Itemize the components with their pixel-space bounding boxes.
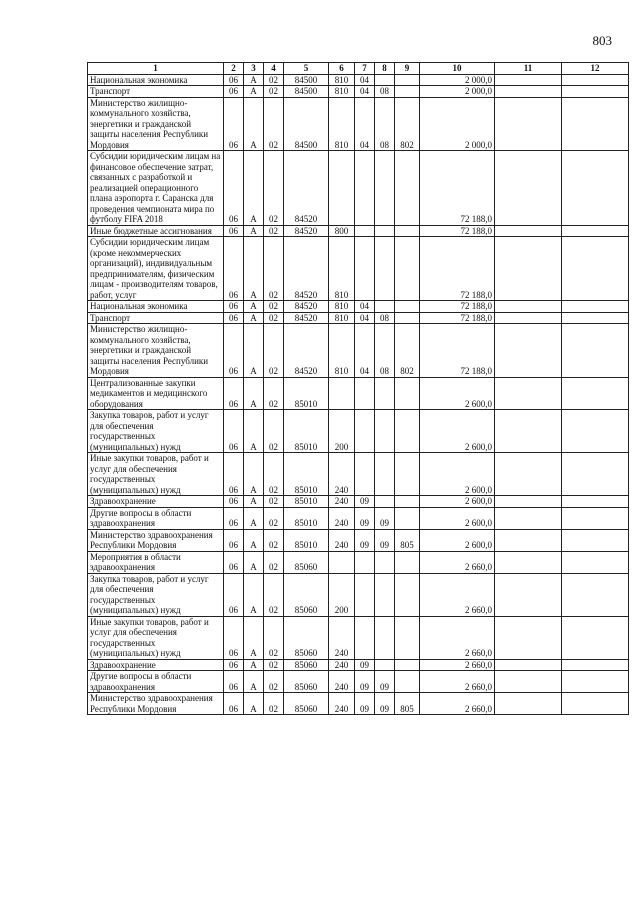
code-cell: 06	[224, 616, 244, 659]
code-cell: А	[244, 616, 264, 659]
code-cell	[355, 377, 375, 410]
code-cell: А	[244, 573, 264, 616]
row-name-cell: Министерство жилищно-коммунального хозяйства, энергетики и гражданской защиты населения Республики Мордовия	[88, 97, 224, 151]
code-cell: А	[244, 693, 264, 715]
code-cell: 06	[224, 225, 244, 237]
code-cell	[395, 74, 420, 86]
amount-cell	[562, 573, 629, 616]
code-cell: 02	[264, 496, 284, 508]
row-name-cell: Мероприятия в области здравоохранения	[88, 551, 224, 573]
code-cell	[375, 573, 395, 616]
table-row	[88, 301, 629, 313]
amount-cell: 2 660,0	[420, 551, 495, 573]
code-cell: А	[244, 74, 264, 86]
amount-cell: 2 600,0	[420, 410, 495, 453]
code-cell: 06	[224, 237, 244, 301]
code-cell: 08	[375, 312, 395, 324]
code-cell	[329, 151, 355, 226]
table-row	[88, 225, 629, 237]
code-cell	[329, 551, 355, 573]
row-name-cell: Централизованные закупки медикаментов и медицинского оборудования	[88, 377, 224, 410]
code-cell: А	[244, 551, 264, 573]
code-cell	[355, 453, 375, 496]
code-cell: А	[244, 86, 264, 98]
header-cell: 12	[562, 63, 629, 75]
code-cell: 02	[264, 312, 284, 324]
code-cell: 09	[375, 507, 395, 529]
amount-cell	[562, 496, 629, 508]
amount-cell: 2 600,0	[420, 453, 495, 496]
code-cell: 84500	[284, 74, 329, 86]
code-cell	[395, 659, 420, 671]
code-cell: 240	[329, 693, 355, 715]
code-cell: А	[244, 151, 264, 226]
code-cell: 84520	[284, 301, 329, 313]
code-cell	[395, 507, 420, 529]
code-cell: 06	[224, 74, 244, 86]
code-cell: 04	[355, 324, 375, 378]
code-cell: 84520	[284, 225, 329, 237]
table-row	[88, 529, 629, 551]
code-cell: 240	[329, 659, 355, 671]
code-cell: 06	[224, 324, 244, 378]
row-name-cell: Другие вопросы в области здравоохранения	[88, 671, 224, 693]
code-cell: 06	[224, 377, 244, 410]
code-cell	[375, 496, 395, 508]
amount-cell	[495, 151, 562, 226]
code-cell: 02	[264, 410, 284, 453]
row-name-cell: Иные закупки товаров, работ и услуг для обеспечения государственных (муниципальных) нужд	[88, 616, 224, 659]
code-cell: А	[244, 301, 264, 313]
amount-cell	[562, 97, 629, 151]
code-cell: 85060	[284, 671, 329, 693]
code-cell: 09	[375, 671, 395, 693]
table-row	[88, 573, 629, 616]
code-cell: А	[244, 671, 264, 693]
code-cell: 800	[329, 225, 355, 237]
amount-cell	[562, 301, 629, 313]
code-cell: 85010	[284, 377, 329, 410]
code-cell: 85060	[284, 659, 329, 671]
code-cell: 06	[224, 659, 244, 671]
code-cell: 09	[375, 693, 395, 715]
code-cell	[395, 312, 420, 324]
code-cell: 08	[375, 324, 395, 378]
code-cell	[355, 616, 375, 659]
amount-cell	[495, 671, 562, 693]
amount-cell	[495, 529, 562, 551]
code-cell: 85060	[284, 551, 329, 573]
code-cell: А	[244, 312, 264, 324]
amount-cell	[562, 671, 629, 693]
code-cell: 02	[264, 74, 284, 86]
code-cell: 802	[395, 97, 420, 151]
code-cell: 240	[329, 671, 355, 693]
amount-cell	[495, 496, 562, 508]
amount-cell: 72 188,0	[420, 237, 495, 301]
code-cell	[375, 410, 395, 453]
code-cell: 02	[264, 151, 284, 226]
code-cell: 02	[264, 324, 284, 378]
code-cell: 02	[264, 551, 284, 573]
amount-cell	[562, 410, 629, 453]
amount-cell: 2 660,0	[420, 616, 495, 659]
row-name-cell: Закупка товаров, работ и услуг для обеспечения государственных (муниципальных) нужд	[88, 410, 224, 453]
code-cell	[395, 551, 420, 573]
header-row	[88, 63, 629, 75]
code-cell	[375, 616, 395, 659]
code-cell: 200	[329, 410, 355, 453]
code-cell	[395, 496, 420, 508]
code-cell: 06	[224, 97, 244, 151]
table-row	[88, 693, 629, 715]
code-cell: 810	[329, 324, 355, 378]
code-cell: А	[244, 324, 264, 378]
code-cell: А	[244, 410, 264, 453]
amount-cell	[495, 74, 562, 86]
code-cell: 06	[224, 573, 244, 616]
code-cell: 84500	[284, 86, 329, 98]
code-cell: 84520	[284, 312, 329, 324]
code-cell	[395, 616, 420, 659]
code-cell: 240	[329, 507, 355, 529]
row-name-cell: Субсидии юридическим лицам (кроме некоммерческих организаций), индивидуальным предпринимателям, физическим лицам - производителям товаров, работ, услуг	[88, 237, 224, 301]
row-name-cell: Иные закупки товаров, работ и услуг для обеспечения государственных (муниципальных) нужд	[88, 453, 224, 496]
code-cell: А	[244, 377, 264, 410]
code-cell: 84520	[284, 237, 329, 301]
code-cell: 240	[329, 616, 355, 659]
amount-cell	[562, 74, 629, 86]
header-cell: 11	[495, 63, 562, 75]
amount-cell	[495, 324, 562, 378]
table-row	[88, 97, 629, 151]
amount-cell	[495, 301, 562, 313]
row-name-cell: Другие вопросы в области здравоохранения	[88, 507, 224, 529]
code-cell	[355, 410, 375, 453]
amount-cell	[495, 377, 562, 410]
code-cell: 06	[224, 693, 244, 715]
table-row	[88, 74, 629, 86]
header-cell: 1	[88, 63, 224, 75]
code-cell: 85010	[284, 410, 329, 453]
code-cell	[375, 225, 395, 237]
code-cell	[355, 551, 375, 573]
code-cell: А	[244, 659, 264, 671]
amount-cell: 2 660,0	[420, 573, 495, 616]
code-cell	[355, 151, 375, 226]
code-cell: 08	[375, 86, 395, 98]
row-name-cell: Министерство жилищно-коммунального хозяйства, энергетики и гражданской защиты населения Республики Мордовия	[88, 324, 224, 378]
code-cell	[375, 151, 395, 226]
code-cell: 810	[329, 312, 355, 324]
code-cell	[329, 377, 355, 410]
code-cell: 08	[375, 97, 395, 151]
code-cell	[355, 225, 375, 237]
amount-cell	[495, 693, 562, 715]
code-cell: 04	[355, 301, 375, 313]
amount-cell	[562, 507, 629, 529]
code-cell: 02	[264, 301, 284, 313]
table-row	[88, 237, 629, 301]
code-cell: 06	[224, 151, 244, 226]
code-cell: 02	[264, 659, 284, 671]
code-cell: 02	[264, 237, 284, 301]
code-cell: 06	[224, 410, 244, 453]
code-cell: 02	[264, 453, 284, 496]
table-body	[88, 74, 629, 715]
code-cell: 06	[224, 671, 244, 693]
code-cell: 85060	[284, 573, 329, 616]
amount-cell: 2 000,0	[420, 74, 495, 86]
table-row	[88, 410, 629, 453]
amount-cell	[495, 573, 562, 616]
code-cell: 85060	[284, 693, 329, 715]
amount-cell	[495, 507, 562, 529]
amount-cell	[562, 551, 629, 573]
code-cell: 805	[395, 529, 420, 551]
amount-cell	[562, 529, 629, 551]
code-cell: А	[244, 237, 264, 301]
row-name-cell: Здравоохранение	[88, 496, 224, 508]
amount-cell: 2 600,0	[420, 496, 495, 508]
code-cell: 09	[355, 693, 375, 715]
code-cell: 02	[264, 573, 284, 616]
code-cell	[395, 237, 420, 301]
code-cell	[375, 551, 395, 573]
code-cell: 06	[224, 496, 244, 508]
code-cell: А	[244, 496, 264, 508]
code-cell: А	[244, 97, 264, 151]
code-cell	[395, 671, 420, 693]
amount-cell	[562, 693, 629, 715]
table-row	[88, 507, 629, 529]
amount-cell: 72 188,0	[420, 225, 495, 237]
amount-cell: 2 660,0	[420, 693, 495, 715]
code-cell	[375, 237, 395, 301]
amount-cell: 72 188,0	[420, 324, 495, 378]
amount-cell	[562, 312, 629, 324]
table-row	[88, 616, 629, 659]
code-cell	[395, 151, 420, 226]
table-row	[88, 312, 629, 324]
code-cell: 85010	[284, 507, 329, 529]
code-cell	[395, 453, 420, 496]
code-cell: 09	[355, 659, 375, 671]
table-row	[88, 453, 629, 496]
row-name-cell: Министерство здравоохранения Республики Мордовия	[88, 529, 224, 551]
amount-cell	[495, 551, 562, 573]
amount-cell	[562, 616, 629, 659]
amount-cell	[562, 659, 629, 671]
amount-cell: 2 000,0	[420, 86, 495, 98]
page-number: 803	[592, 33, 612, 48]
code-cell: 06	[224, 507, 244, 529]
code-cell: 06	[224, 453, 244, 496]
code-cell	[395, 377, 420, 410]
code-cell: 02	[264, 671, 284, 693]
amount-cell	[495, 97, 562, 151]
code-cell: 85060	[284, 616, 329, 659]
amount-cell: 2 660,0	[420, 659, 495, 671]
code-cell	[355, 237, 375, 301]
amount-cell: 2 600,0	[420, 507, 495, 529]
code-cell	[395, 410, 420, 453]
code-cell: 240	[329, 496, 355, 508]
amount-cell: 2 000,0	[420, 97, 495, 151]
code-cell: 06	[224, 551, 244, 573]
amount-cell	[562, 377, 629, 410]
code-cell: 200	[329, 573, 355, 616]
code-cell	[395, 225, 420, 237]
code-cell: 09	[375, 529, 395, 551]
row-name-cell: Национальная экономика	[88, 301, 224, 313]
code-cell: 810	[329, 86, 355, 98]
code-cell: 02	[264, 616, 284, 659]
code-cell: 06	[224, 312, 244, 324]
code-cell	[395, 86, 420, 98]
code-cell: А	[244, 453, 264, 496]
code-cell: 84500	[284, 97, 329, 151]
code-cell: 02	[264, 507, 284, 529]
header-cell: 10	[420, 63, 495, 75]
amount-cell: 2 600,0	[420, 377, 495, 410]
code-cell: 06	[224, 301, 244, 313]
amount-cell	[495, 659, 562, 671]
code-cell	[375, 301, 395, 313]
header-cell: 5	[284, 63, 329, 75]
amount-cell	[562, 324, 629, 378]
code-cell: 805	[395, 693, 420, 715]
amount-cell	[495, 453, 562, 496]
budget-table	[87, 62, 629, 715]
table-row	[88, 86, 629, 98]
amount-cell	[495, 237, 562, 301]
table-row	[88, 671, 629, 693]
header-cell: 6	[329, 63, 355, 75]
row-name-cell: Иные бюджетные ассигнования	[88, 225, 224, 237]
code-cell: 85010	[284, 453, 329, 496]
amount-cell	[562, 453, 629, 496]
code-cell	[395, 301, 420, 313]
amount-cell	[495, 410, 562, 453]
code-cell: 85010	[284, 496, 329, 508]
amount-cell: 2 600,0	[420, 529, 495, 551]
code-cell: А	[244, 507, 264, 529]
code-cell: 09	[355, 671, 375, 693]
row-name-cell: Субсидии юридическим лицам на финансовое обеспечение затрат, связанных с разработкой и реализацией операционного плана аэропорта г. Саранска для проведения чемпионата мира по футболу FIFA 2018	[88, 151, 224, 226]
amount-cell	[495, 312, 562, 324]
code-cell: 810	[329, 97, 355, 151]
code-cell: 04	[355, 312, 375, 324]
amount-cell	[562, 151, 629, 226]
amount-cell: 72 188,0	[420, 312, 495, 324]
code-cell: 240	[329, 529, 355, 551]
table-row	[88, 496, 629, 508]
code-cell: 810	[329, 301, 355, 313]
code-cell: 02	[264, 86, 284, 98]
header-cell: 9	[395, 63, 420, 75]
row-name-cell: Закупка товаров, работ и услуг для обеспечения государственных (муниципальных) нужд	[88, 573, 224, 616]
code-cell: 04	[355, 97, 375, 151]
code-cell: 02	[264, 693, 284, 715]
code-cell	[355, 573, 375, 616]
amount-cell	[495, 616, 562, 659]
amount-cell	[562, 237, 629, 301]
code-cell: 06	[224, 529, 244, 551]
amount-cell: 72 188,0	[420, 301, 495, 313]
code-cell: 84520	[284, 151, 329, 226]
code-cell: 02	[264, 377, 284, 410]
row-name-cell: Национальная экономика	[88, 74, 224, 86]
code-cell: А	[244, 529, 264, 551]
code-cell: 802	[395, 324, 420, 378]
table-row	[88, 324, 629, 378]
code-cell	[375, 74, 395, 86]
code-cell: 240	[329, 453, 355, 496]
code-cell: 02	[264, 97, 284, 151]
row-name-cell: Транспорт	[88, 312, 224, 324]
amount-cell	[495, 225, 562, 237]
header-cell: 2	[224, 63, 244, 75]
code-cell: 810	[329, 74, 355, 86]
row-name-cell: Министерство здравоохранения Республики Мордовия	[88, 693, 224, 715]
table-row	[88, 377, 629, 410]
code-cell: 09	[355, 507, 375, 529]
code-cell: 09	[355, 496, 375, 508]
code-cell: 02	[264, 529, 284, 551]
code-cell: А	[244, 225, 264, 237]
table-row	[88, 151, 629, 226]
header-cell: 7	[355, 63, 375, 75]
table-row	[88, 551, 629, 573]
row-name-cell: Здравоохранение	[88, 659, 224, 671]
code-cell: 06	[224, 86, 244, 98]
code-cell: 04	[355, 86, 375, 98]
code-cell: 02	[264, 225, 284, 237]
header-cell: 8	[375, 63, 395, 75]
code-cell	[375, 377, 395, 410]
code-cell: 09	[355, 529, 375, 551]
code-cell	[375, 453, 395, 496]
code-cell: 810	[329, 237, 355, 301]
code-cell: 04	[355, 74, 375, 86]
table-row	[88, 659, 629, 671]
header-cell: 3	[244, 63, 264, 75]
code-cell: 84520	[284, 324, 329, 378]
code-cell: 85010	[284, 529, 329, 551]
amount-cell: 72 188,0	[420, 151, 495, 226]
code-cell	[395, 573, 420, 616]
amount-cell	[495, 86, 562, 98]
row-name-cell: Транспорт	[88, 86, 224, 98]
amount-cell	[562, 86, 629, 98]
code-cell	[375, 659, 395, 671]
header-cell: 4	[264, 63, 284, 75]
amount-cell	[562, 225, 629, 237]
amount-cell: 2 660,0	[420, 671, 495, 693]
